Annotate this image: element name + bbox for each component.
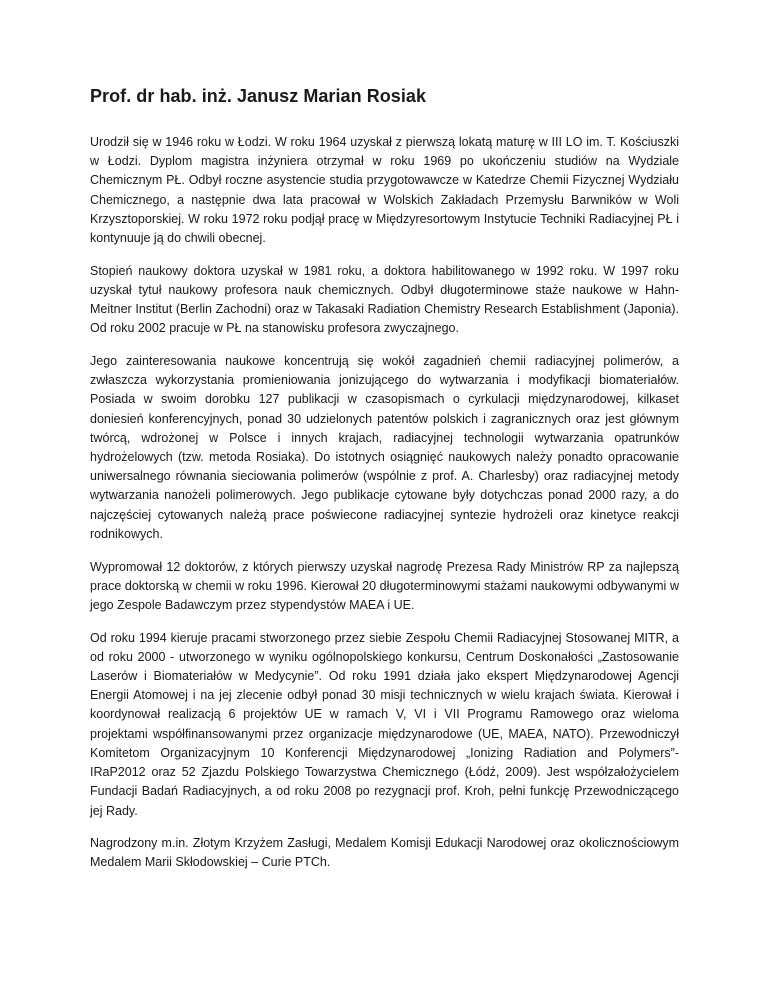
paragraph-awards: Nagrodzony m.in. Złotym Krzyżem Zasługi, Medalem Komisji Edukacji Narodowej oraz okolicznościowym Medalem Marii Skłodowskiej – Curie PTCh. (90, 836, 679, 870)
document-page (90, 84, 679, 886)
paragraph-degrees: Stopień naukowy doktora uzyskał w 1981 roku, a doktora habilitowanego w 1992 roku. W 1997 roku uzyskał tytuł naukowy profesora nauk chemicznych. Odbył długoterminowe staże naukowe w Hahn-Meitner Institut (Berlin Zachodni) oraz w Takasaki Radiation Chemistry Research Establishment (Japonia). Od roku 2002 pracuje w PŁ na stanowisku profesora zwyczajnego. (90, 263, 679, 336)
paragraph-early-life: Urodził się w 1946 roku w Łodzi. W roku 1964 uzyskał z pierwszą lokatą maturę w III LO im. T. Kościuszki w Łodzi. Dyplom magistra inżyniera otrzymał w roku 1969 po ukończeniu studiów na Wydziale Chemicznym PŁ. Odbył roczne asystencie studia przygotowawcze w Katedrze Chemii Fizycznej Wydziału Chemicznego, a następnie dwa lata pracował w Wolskich Zakładach Przemysłu Barwników w Woli Krzysztoporskiej. W roku 1972 roku podjął pracę w Międzyresortowym Instytucie Techniki Radiacyjnej PŁ i kontynuuje ją do chwili obecnej. (90, 135, 679, 246)
page-title: Prof. dr hab. inż. Janusz Marian Rosiak (90, 86, 427, 106)
paragraph-leadership: Od roku 1994 kieruje pracami stworzonego przez siebie Zespołu Chemii Radiacyjnej Stosowanej MITR, a od roku 2000 - utworzonego w wyniku ogólnopolskiego konkursu, Centrum Doskonałości „Zastosowanie Laserów i Biomateriałów w Medycynie”. Od roku 1991 działa jako ekspert Międzynarodowej Agencji Energii Atomowej i na jej zlecenie odbył ponad 30 misji technicznych w wielu krajach świata. Kierował i koordynował realizacją 6 projektów UE w ramach V, VI i VII Programu Ramowego oraz wieloma projektami współfinansowanymi przez organizacje międzynarodowe (UE, MAEA, NATO). Przewodniczył Komitetom Organizacyjnym 10 Konferencji Międzynarodowej „Ionizing Radiation and Polymers”- IRaP2012 oraz 52 Zjazdu Polskiego Towarzystwa Chemicznego (Łódź, 2009). Jest współzałożycielem Fundacji Badań Radiacyjnych, a od roku 2008 po rezygnacji prof. Kroh, pełni funkcję Przewodniczącego jej Rady. (90, 630, 679, 818)
paragraph-research: Jego zainteresowania naukowe koncentrują się wokół zagadnień chemii radiacyjnej polimerów, a zwłaszcza wykorzystania promieniowania jonizującego do wytwarzania i modyfikacji biomateriałów. Posiada w swoim dorobku 127 publikacji w czasopismach o cyrkulacji międzynarodowej, kilkaset doniesień konferencyjnych, ponad 30 udzielonych patentów polskich i zagranicznych oraz jest głównym twórcą, wdrożonej w Polsce i innych krajach, radiacyjnej technologii wytwarzania opatrunków hydrożelowych (tzw. metoda Rosiaka). Do istotnych osiągnięć naukowych należy ponadto opracowanie uniwersalnego równania sieciowania polimerów (wspólnie z prof. A. Charlesby) oraz radiacyjnej metody wytwarzania nanożeli polimerowych. Jego publikacje cytowane były dotychczas ponad 2000 razy, a do najczęściej cytowanych należą prace poświecone radiacyjnej syntezie hydrożeli oraz kinetyce reakcji rodnikowych. (90, 354, 679, 541)
paragraph-doctorates: Wypromował 12 doktorów, z których pierwszy uzyskał nagrodę Prezesa Rady Ministrów RP za najlepszą prace doktorską w chemii w roku 1996. Kierował 20 długoterminowymi stażami naukowymi odbywanymi w jego Zespole Badawczym przez stypendystów MAEA i UE. (90, 559, 679, 612)
